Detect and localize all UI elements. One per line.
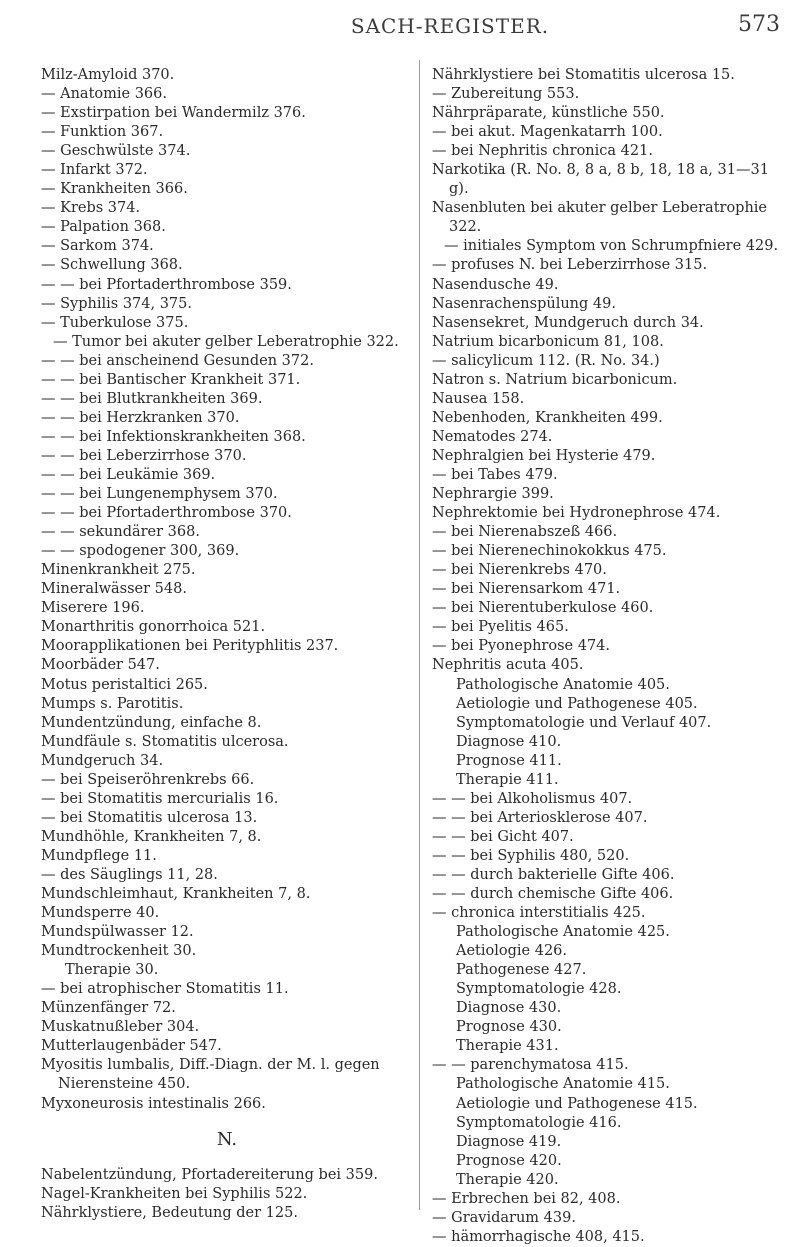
index-entry: — — bei Leberzirrhose 370. bbox=[41, 447, 247, 464]
index-entry: — bei Nierensarkom 471. bbox=[432, 581, 621, 598]
index-entry: — Gravidarum 439. bbox=[432, 1209, 576, 1226]
index-entry: Diagnose 410. bbox=[456, 733, 562, 750]
index-entry: — — bei anscheinend Gesunden 372. bbox=[41, 352, 314, 369]
index-entry: Narkotika (R. No. 8, 8 a, 8 b, 18, 18 a, 31—31 g). bbox=[432, 162, 769, 198]
index-entry: — bei Speiseröhrenkrebs 66. bbox=[41, 771, 255, 788]
index-entry: — Geschwülste 374. bbox=[41, 143, 191, 160]
index-entry: — profuses N. bei Leberzirrhose 315. bbox=[432, 257, 708, 274]
index-entry: — Sarkom 374. bbox=[41, 238, 154, 255]
index-entry: — bei atrophischer Stomatitis 11. bbox=[41, 981, 289, 998]
index-entry: Moorbäder 547. bbox=[41, 657, 160, 674]
index-entry: — — sekundärer 368. bbox=[41, 524, 200, 541]
index-entry: — bei Nierenkrebs 470. bbox=[432, 562, 607, 579]
index-entry: Symptomatologie 416. bbox=[456, 1114, 622, 1131]
section-letter: N. bbox=[216, 1128, 238, 1150]
index-entry: — — parenchymatosa 415. bbox=[432, 1057, 629, 1074]
index-entry: Mutterlaugenbäder 547. bbox=[41, 1038, 222, 1055]
index-entry: — — bei Syphilis 480, 520. bbox=[432, 847, 630, 864]
index-entry: — — spodogener 300, 369. bbox=[41, 543, 240, 560]
index-entry: — — durch bakterielle Gifte 406. bbox=[432, 866, 675, 883]
index-entry: — bei Pyelitis 465. bbox=[432, 619, 569, 636]
index-entry: — Exstirpation bei Wandermilz 376. bbox=[41, 105, 306, 122]
index-entry: — — durch chemische Gifte 406. bbox=[432, 886, 674, 903]
index-entry: Monarthritis gonorrhoica 521. bbox=[41, 619, 266, 636]
index-entry: — — bei Pfortaderthrombose 370. bbox=[41, 505, 292, 522]
right-column bbox=[432, 66, 787, 1247]
index-entry: — — bei Lungenemphysem 370. bbox=[41, 486, 278, 503]
index-entry: Nagel-Krankheiten bei Syphilis 522. bbox=[41, 1185, 308, 1202]
index-entry: Symptomatologie 428. bbox=[456, 981, 622, 998]
index-entry: Prognose 420. bbox=[456, 1152, 562, 1169]
index-entry: Muskatnußleber 304. bbox=[41, 1019, 200, 1036]
index-entry: Diagnose 430. bbox=[456, 1000, 562, 1017]
index-entry: Münzenfänger 72. bbox=[41, 1000, 176, 1017]
index-entry: — salicylicum 112. (R. No. 34.) bbox=[432, 352, 660, 369]
index-entry: — bei Pyonephrose 474. bbox=[432, 638, 611, 655]
index-entry: — bei akut. Magenkatarrh 100. bbox=[432, 124, 663, 141]
index-entry: Nasenbluten bei akuter gelber Leberatrophie 322. bbox=[432, 200, 768, 236]
index-entry: — bei Stomatitis mercurialis 16. bbox=[41, 790, 279, 807]
index-entry: Nasenrachenspülung 49. bbox=[432, 295, 616, 312]
index-entry: — chronica interstitialis 425. bbox=[432, 905, 646, 922]
left-entry-list bbox=[41, 66, 413, 1114]
index-entry: Nährklystiere bei Stomatitis ulcerosa 15. bbox=[432, 67, 735, 83]
index-entry: — bei Stomatitis ulcerosa 13. bbox=[41, 809, 258, 826]
index-entry: Milz-Amyloid 370. bbox=[41, 67, 175, 83]
index-entry: Mundspülwasser 12. bbox=[41, 924, 194, 941]
index-entry: Therapie 30. bbox=[65, 962, 159, 979]
index-entry: Nematodes 274. bbox=[432, 428, 553, 445]
index-entry: Nasensekret, Mundgeruch durch 34. bbox=[432, 314, 704, 331]
index-entry: — initiales Symptom von Schrumpfniere 429. bbox=[444, 238, 779, 255]
page-number: 573 bbox=[738, 12, 780, 37]
index-entry: Therapie 420. bbox=[456, 1171, 559, 1188]
index-entry: Myxoneurosis intestinalis 266. bbox=[41, 1095, 266, 1112]
index-entry: Nephrargie 399. bbox=[432, 486, 554, 503]
index-entry: Miserere 196. bbox=[41, 600, 145, 617]
index-entry: Mundentzündung, einfache 8. bbox=[41, 714, 262, 731]
index-entry: Motus peristaltici 265. bbox=[41, 676, 208, 693]
index-entry: — — bei Arteriosklerose 407. bbox=[432, 809, 648, 826]
index-entry: — Erbrechen bei 82, 408. bbox=[432, 1190, 621, 1207]
index-entry: — Funktion 367. bbox=[41, 124, 164, 141]
index-entry: — hämorrhagische 408, 415. bbox=[432, 1228, 645, 1245]
index-entry: Mundfäule s. Stomatitis ulcerosa. bbox=[41, 733, 289, 750]
index-entry: Myositis lumbalis, Diff.-Diagn. der M. l. gegen Nierensteine 450. bbox=[41, 1057, 380, 1093]
index-entry: Prognose 430. bbox=[456, 1019, 562, 1036]
index-entry: — bei Nierenechinokokkus 475. bbox=[432, 543, 667, 560]
index-entry: — — bei Alkoholismus 407. bbox=[432, 790, 633, 807]
index-entry: Aetiologie und Pathogenese 415. bbox=[456, 1095, 698, 1112]
index-entry: — bei Nephritis chronica 421. bbox=[432, 143, 653, 160]
index-entry: — — bei Pfortaderthrombose 359. bbox=[41, 276, 292, 293]
index-entry: Mundpflege 11. bbox=[41, 847, 157, 864]
index-entry: Pathologische Anatomie 415. bbox=[456, 1076, 670, 1093]
index-entry: Natron s. Natrium bicarbonicum. bbox=[432, 371, 678, 388]
index-entry: Mundsperre 40. bbox=[41, 905, 160, 922]
index-entry: — bei Tabes 479. bbox=[432, 466, 558, 483]
index-entry: Mundhöhle, Krankheiten 7, 8. bbox=[41, 828, 262, 845]
index-entry: — Krankheiten 366. bbox=[41, 181, 188, 198]
left-entry-list-after bbox=[41, 1166, 413, 1223]
index-entry: — Anatomie 366. bbox=[41, 86, 167, 103]
index-entry: — Tuberkulose 375. bbox=[41, 314, 189, 331]
index-entry: Diagnose 419. bbox=[456, 1133, 562, 1150]
page-header bbox=[0, 8, 800, 48]
index-entry: Symptomatologie und Verlauf 407. bbox=[456, 714, 712, 731]
running-head: SACH-REGISTER. bbox=[350, 14, 550, 38]
index-entry: Nabelentzündung, Pfortadereiterung bei 359. bbox=[41, 1166, 378, 1183]
index-entry: — des Säuglings 11, 28. bbox=[41, 866, 218, 883]
index-entry: — bei Nierenabszeß 466. bbox=[432, 524, 618, 541]
index-entry: Nephralgien bei Hysterie 479. bbox=[432, 447, 656, 464]
index-entry: Natrium bicarbonicum 81, 108. bbox=[432, 333, 664, 350]
index-entry: — — bei Herzkranken 370. bbox=[41, 409, 240, 426]
index-entry: Aetiologie 426. bbox=[456, 943, 568, 960]
index-entry: Therapie 411. bbox=[456, 771, 559, 788]
index-entry: — Infarkt 372. bbox=[41, 162, 148, 179]
index-entry: Pathologische Anatomie 425. bbox=[456, 924, 670, 941]
index-entry: — bei Nierentuberkulose 460. bbox=[432, 600, 654, 617]
index-entry: — — bei Gicht 407. bbox=[432, 828, 574, 845]
index-entry: Pathologische Anatomie 405. bbox=[456, 676, 670, 693]
index-entry: Nephrektomie bei Hydronephrose 474. bbox=[432, 505, 721, 522]
index-entry: Pathogenese 427. bbox=[456, 962, 587, 979]
index-entry: Nebenhoden, Krankheiten 499. bbox=[432, 409, 663, 426]
index-entry: Mundschleimhaut, Krankheiten 7, 8. bbox=[41, 886, 311, 903]
index-entry: Minenkrankheit 275. bbox=[41, 562, 196, 579]
index-entry: Nährklystiere, Bedeutung der 125. bbox=[41, 1204, 298, 1221]
right-entry-list bbox=[432, 66, 787, 1247]
index-entry: Moorapplikationen bei Perityphlitis 237. bbox=[41, 638, 339, 655]
index-entry: Mineralwässer 548. bbox=[41, 581, 187, 598]
index-entry: Mundtrockenheit 30. bbox=[41, 943, 197, 960]
index-entry: Mumps s. Parotitis. bbox=[41, 695, 184, 712]
index-entry: Nausea 158. bbox=[432, 390, 525, 407]
index-entry: Nährpräparate, künstliche 550. bbox=[432, 105, 665, 122]
index-entry: — — bei Bantischer Krankheit 371. bbox=[41, 371, 301, 388]
left-column bbox=[41, 66, 413, 1223]
index-entry: — Tumor bei akuter gelber Leberatrophie 322. bbox=[53, 333, 399, 350]
index-entry: — Syphilis 374, 375. bbox=[41, 295, 192, 312]
index-entry: — Schwellung 368. bbox=[41, 257, 183, 274]
index-entry: — — bei Blutkrankheiten 369. bbox=[41, 390, 263, 407]
index-entry: — — bei Leukämie 369. bbox=[41, 466, 216, 483]
index-entry: — — bei Infektionskrankheiten 368. bbox=[41, 428, 306, 445]
index-entry: Nasendusche 49. bbox=[432, 276, 559, 293]
column-divider bbox=[419, 60, 420, 1210]
index-entry: Prognose 411. bbox=[456, 752, 562, 769]
index-entry: — Zubereitung 553. bbox=[432, 86, 580, 103]
index-entry: Therapie 431. bbox=[456, 1038, 559, 1055]
index-entry: Mundgeruch 34. bbox=[41, 752, 164, 769]
index-entry: — Palpation 368. bbox=[41, 219, 166, 236]
index-entry: Aetiologie und Pathogenese 405. bbox=[456, 695, 698, 712]
index-entry: — Krebs 374. bbox=[41, 200, 141, 217]
index-entry: Nephritis acuta 405. bbox=[432, 657, 584, 674]
